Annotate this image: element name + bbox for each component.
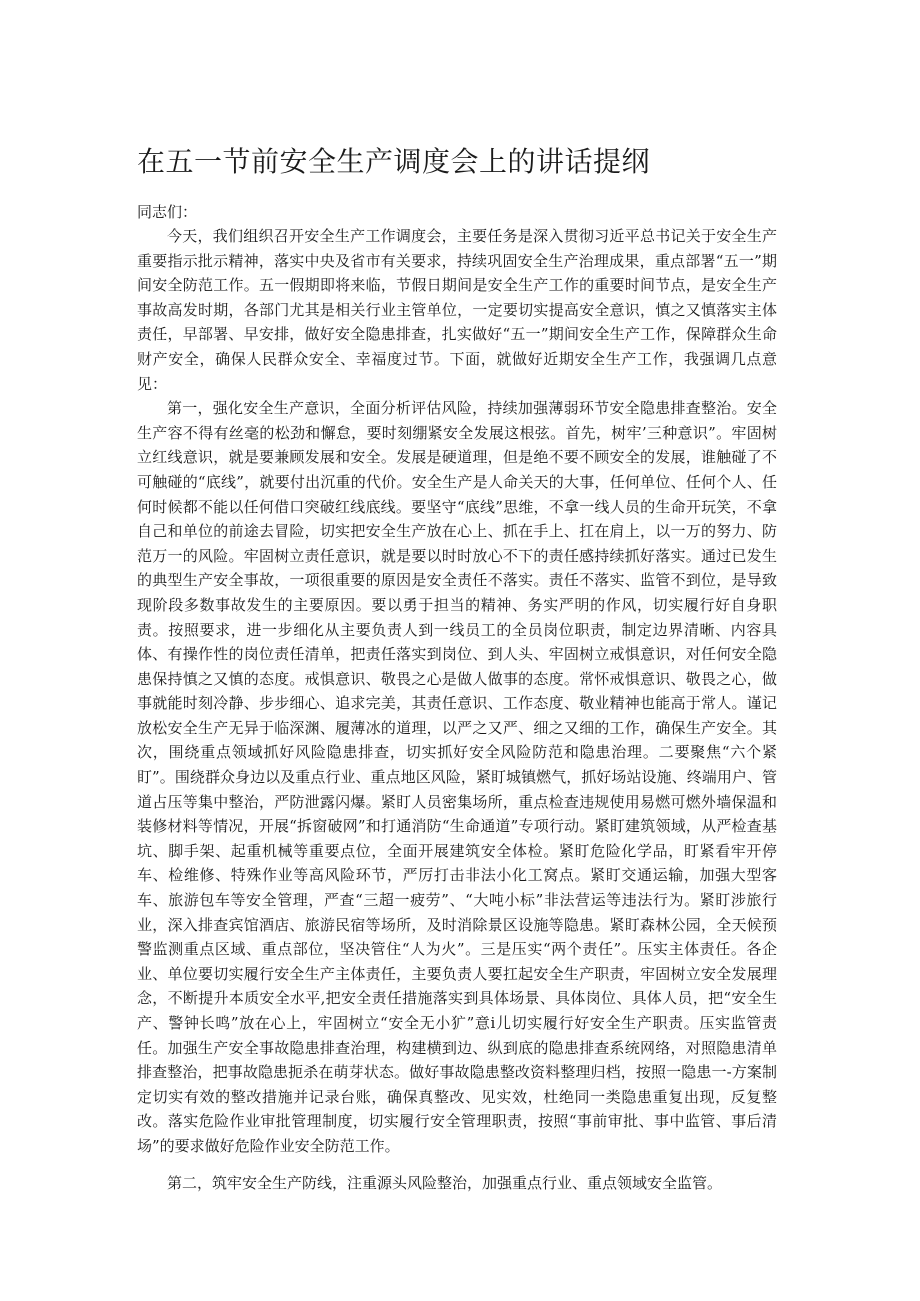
document-body (137, 224, 777, 1195)
document-title: 在五一节前安全生产调度会上的讲话提纲 (137, 145, 651, 178)
salutation: 同志们： (137, 203, 198, 221)
paragraph-point-one: 第一，强化安全生产意识，全面分析评估风险，持续加强薄弱环节安全隐患排查整治。安全生产容不得有丝毫的松劲和懈怠，要时刻绷紧安全发展这根弦。首先，树牢’三种意识”。牢固树立红线意识，就是要兼顾发展和安全。发展是硬道理，但是绝不要不顾安全的发展，谁触碰了不可触碰的“底线”，就要付出沉重的代价。安全生产是人命关天的大事，任何单位、任何个人、任何时候都不能以任何借口突破红线底线。要坚守“底线”思维，不拿一线人员的生命开玩笑，不拿自己和单位的前途去冒险，切实把安全生产放在心上、抓在手上、扛在肩上，以一万的努力、防范万一的风险。牢固树立责任意识，就是要以时时放心不下的责任感持续抓好落实。通过已发生的典型生产安全事故，一项很重要的原因是安全责任不落实。责任不落实、监管不到位，是导致现阶段多数事故发生的主要原因。要以勇于担当的精神、务实严明的作风，切实履行好自身职责。按照要求，进一步细化从主要负责人到一线员工的全员岗位职责，制定边界清晰、内容具体、有操作性的岗位责任清单，把责任落实到岗位、到人头、牢固树立戒惧意识，对任何安全隐患保持慎之又慎的态度。戒惧意识、敬畏之心是做人做事的态度。常怀戒惧意识、敬畏之心，做事就能时刻冷静、步步细心、追求完美，其责任意识、工作态度、敬业精神也能高于常人。谨记放松安全生产无异于临深渊、履薄冰的道理，以严之又严、细之又细的工作，确保生产安全。其次，围绕重点领域抓好风险隐患排查，切实抓好安全风险防范和隐患治理。二要聚焦“六个紧盯”。围绕群众身边以及重点行业、重点地区风险，紧盯城镇燃气，抓好场站设施、终端用户、管道占压等集中整治，严防泄露闪爆。紧盯人员密集场所，重点检查违规使用易燃可燃外墙保温和装修材料等情况，开展“拆窗破网”和打通消防“生命通道”专项行动。紧盯建筑领域，从严检查基坑、脚手架、起重机械等重要点位，全面开展建筑安全体检。紧盯危险化学品，盯紧看牢开停车、检维修、特殊作业等高风险环节，严厉打击非法小化工窝点。紧盯交通运输，加强大型客车、旅游包车等安全管理，严查“三超一疲劳”、“大吨小标”非法营运等违法行为。紧盯涉旅行业，深入排查宾馆酒店、旅游民宿等场所，及时消除景区设施等隐患。紧盯森林公园，全天候预警监测重点区域、重点部位，坚决管住“人为火”。三是压实“两个责任”。压实主体责任。各企业、单位要切实履行安全生产主体责任，主要负责人要扛起安全生产职责，牢固树立安全发展理念，不断提升本质安全水平,把安全责任措施落实到具体场景、具体岗位、具体人员，把“安全生产、警钟长鸣”放在心上，牢固树立“安全无小犷”意i儿切实履行好安全生产职责。压实监管责任。加强生产安全事故隐患排查治理，构建横到边、纵到底的隐患排查系统网络，对照隐患清单排查整治，把事故隐患扼杀在萌芽状态。做好事故隐患整改资料整理归档，按照一隐患一-方案制定切实有效的整改措施并记录台账，确保真整改、见实效，杜绝同一类隐患重复出现，反复整改。落实危险作业审批管理制度，切实履行安全管理职责，按照“事前审批、事中监管、事后清场”的要求做好危险作业安全防范工作。 (137, 399, 777, 1155)
paragraph-intro: 今天，我们组织召开安全生产工作调度会，主要任务是深入贯彻习近平总书记关于安全生产重要指示批示精神，落实中央及省市有关要求，持续巩固安全生产治理成果，重点部署“五一”期间安全防范工作。五一假期即将来临，节假日期间是安全生产工作的重要时间节点，是安全生产事故高发时期，各部门尤其是相关行业主管单位，一定要切实提高安全意识，慎之又慎落实主体责任，早部署、早安排，做好安全隐患排查，扎实做好“五一”期间安全生产工作，保障群众生命财产安全，确保人民群众安全、幸福度过节。下面，就做好近期安全生产工作，我强调几点意见： (137, 227, 777, 393)
paragraph-point-two: 第二，筑牢安全生产防线，注重源头风险整治，加强重点行业、重点领域安全监管。 (167, 1173, 723, 1192)
